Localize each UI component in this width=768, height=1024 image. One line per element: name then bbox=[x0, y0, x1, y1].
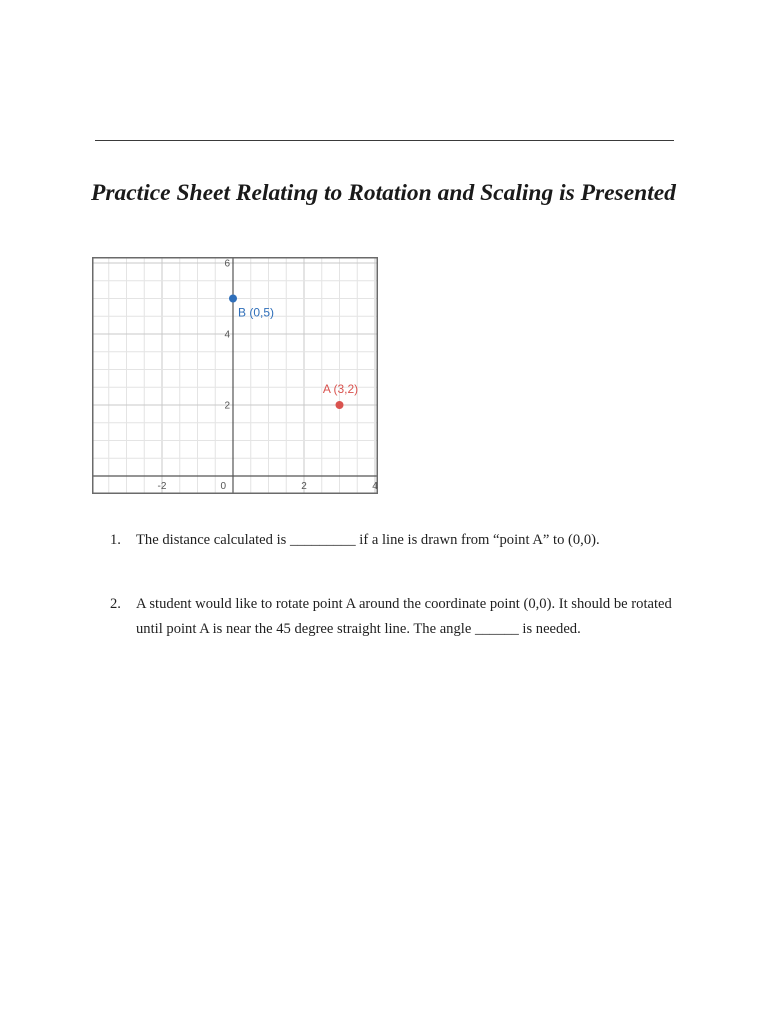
question-text: The distance calculated is _________ if a line is drawn from “point A” to (0,0). bbox=[136, 532, 600, 548]
question-item bbox=[110, 592, 680, 642]
data-point-label: A (3,2) bbox=[322, 382, 359, 396]
y-tick-label: 2 bbox=[224, 400, 230, 412]
coordinate-graph bbox=[92, 257, 378, 494]
question-list bbox=[110, 528, 680, 642]
x-tick-label: -2 bbox=[157, 481, 167, 492]
x-tick-label: 0 bbox=[220, 481, 226, 492]
question-number: 2. bbox=[110, 596, 121, 612]
question-number: 1. bbox=[110, 532, 121, 548]
question-text: A student would like to rotate point A around the coordinate point (0,0). It should be rotated until point A is near the 45 degree straight line. The angle ______ is needed. bbox=[136, 596, 672, 637]
data-point bbox=[229, 295, 237, 303]
x-tick-label: 4 bbox=[372, 481, 378, 492]
y-tick-label: 6 bbox=[224, 258, 230, 270]
data-point-label: B (0,5) bbox=[238, 305, 275, 320]
page-title: Practice Sheet Relating to Rotation and Scaling is Presented bbox=[91, 180, 676, 206]
graph-canvas bbox=[92, 257, 378, 494]
x-tick-label: 2 bbox=[301, 481, 307, 492]
top-divider bbox=[95, 140, 674, 141]
data-point bbox=[336, 401, 344, 409]
question-item bbox=[110, 528, 680, 553]
y-tick-label: 4 bbox=[224, 329, 230, 341]
